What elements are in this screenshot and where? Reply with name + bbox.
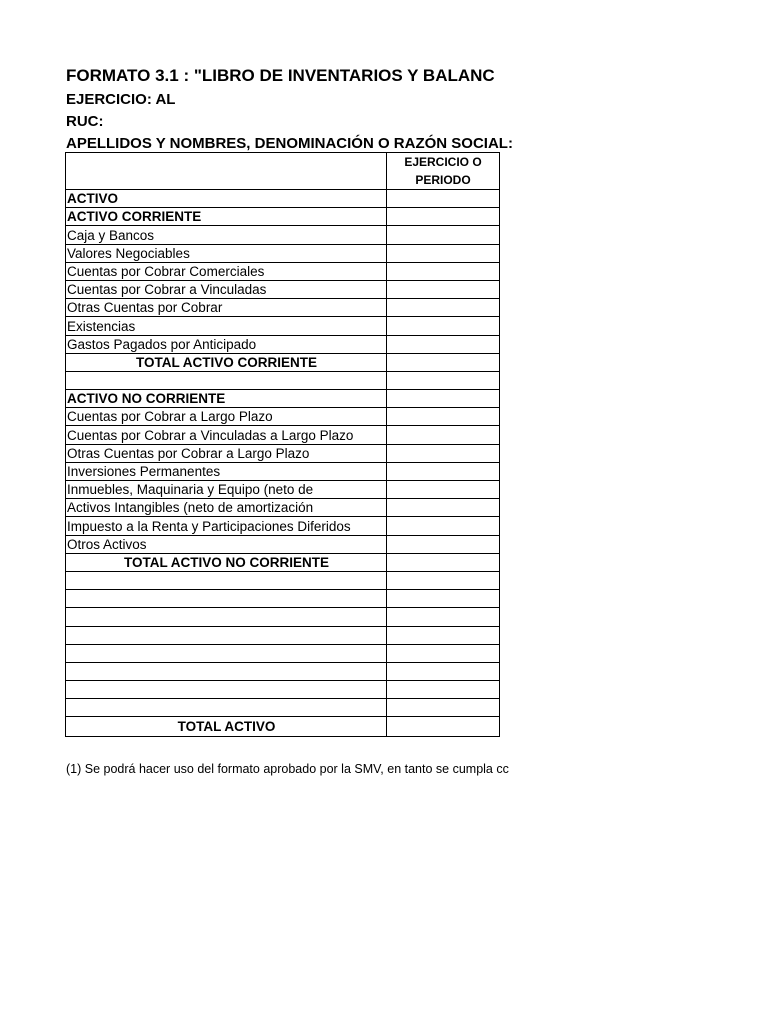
table-row: [66, 371, 500, 389]
row-label: Inversiones Permanentes: [66, 462, 387, 480]
table-row: [66, 571, 500, 589]
row-label: [66, 626, 387, 644]
table-row: [66, 353, 500, 371]
row-label: [66, 662, 387, 680]
table-row: [66, 481, 500, 499]
table-row: [66, 390, 500, 408]
row-label: TOTAL ACTIVO: [66, 717, 387, 737]
row-value-cell[interactable]: [387, 244, 500, 262]
row-label: Otros Activos: [66, 535, 387, 553]
row-value-cell[interactable]: [387, 462, 500, 480]
row-value-cell[interactable]: [387, 553, 500, 571]
row-label: [66, 590, 387, 608]
table-row: [66, 262, 500, 280]
table-row: [66, 280, 500, 298]
table-row: [66, 699, 500, 717]
row-value-cell[interactable]: [387, 499, 500, 517]
razon-social-line: APELLIDOS Y NOMBRES, DENOMINACIÓN O RAZÓN SOCIAL:: [66, 135, 513, 152]
row-value-cell[interactable]: [387, 699, 500, 717]
table-row: [66, 626, 500, 644]
table-row: [66, 317, 500, 335]
table-row: [66, 408, 500, 426]
row-label: Impuesto a la Renta y Participaciones Diferidos: [66, 517, 387, 535]
row-value-cell[interactable]: [387, 681, 500, 699]
row-value-cell[interactable]: [387, 426, 500, 444]
document-title: FORMATO 3.1 : "LIBRO DE INVENTARIOS Y BALANC: [66, 66, 495, 85]
row-label: [66, 371, 387, 389]
row-label: Otras Cuentas por Cobrar a Largo Plazo: [66, 444, 387, 462]
row-label: Cuentas por Cobrar a Vinculadas a Largo Plazo: [66, 426, 387, 444]
row-label: [66, 571, 387, 589]
table-row: [66, 226, 500, 244]
row-label: Otras Cuentas por Cobrar: [66, 299, 387, 317]
row-value-cell[interactable]: [387, 626, 500, 644]
row-value-cell[interactable]: [387, 571, 500, 589]
row-label: Inmuebles, Maquinaria y Equipo (neto de: [66, 481, 387, 499]
column-header-line1: EJERCICIO O: [404, 155, 482, 169]
row-label: Cuentas por Cobrar Comerciales: [66, 262, 387, 280]
table-row: [66, 590, 500, 608]
row-value-cell[interactable]: [387, 481, 500, 499]
table-row: [66, 535, 500, 553]
row-value-cell[interactable]: [387, 535, 500, 553]
row-label: TOTAL ACTIVO CORRIENTE: [66, 353, 387, 371]
table-row: [66, 553, 500, 571]
row-value-cell[interactable]: [387, 190, 500, 208]
table-row: [66, 681, 500, 699]
row-label: [66, 608, 387, 626]
row-label: Caja y Bancos: [66, 226, 387, 244]
row-value-cell[interactable]: [387, 262, 500, 280]
table-row: [66, 190, 500, 208]
row-label: ACTIVO: [66, 190, 387, 208]
row-label: ACTIVO CORRIENTE: [66, 208, 387, 226]
table-row: [66, 426, 500, 444]
row-label: Gastos Pagados por Anticipado: [66, 335, 387, 353]
row-value-cell[interactable]: [387, 280, 500, 298]
table-row: [66, 662, 500, 680]
row-value-cell[interactable]: [387, 353, 500, 371]
row-value-cell[interactable]: [387, 644, 500, 662]
row-value-cell[interactable]: [387, 390, 500, 408]
table-header-row: [66, 153, 500, 190]
ruc-line: RUC:: [66, 113, 104, 130]
row-value-cell[interactable]: [387, 299, 500, 317]
balance-table: [65, 152, 500, 737]
row-label: Valores Negociables: [66, 244, 387, 262]
row-label: Activos Intangibles (neto de amortización: [66, 499, 387, 517]
table-row: [66, 499, 500, 517]
column-header-ejercicio: [387, 153, 500, 190]
table-row: [66, 717, 500, 737]
row-value-cell[interactable]: [387, 408, 500, 426]
table-row: [66, 335, 500, 353]
footnote: (1) Se podrá hacer uso del formato aprobado por la SMV, en tanto se cumpla cc: [66, 762, 509, 776]
row-label: TOTAL ACTIVO NO CORRIENTE: [66, 553, 387, 571]
row-value-cell[interactable]: [387, 226, 500, 244]
ejercicio-line: EJERCICIO: AL: [66, 91, 176, 108]
table-row: [66, 608, 500, 626]
row-value-cell[interactable]: [387, 517, 500, 535]
row-label: [66, 681, 387, 699]
header-blank-cell: [66, 153, 387, 190]
row-value-cell[interactable]: [387, 317, 500, 335]
table-row: [66, 244, 500, 262]
table-row: [66, 644, 500, 662]
row-value-cell[interactable]: [387, 371, 500, 389]
column-header-line2: PERIODO: [415, 173, 471, 187]
row-value-cell[interactable]: [387, 444, 500, 462]
row-value-cell[interactable]: [387, 608, 500, 626]
table-row: [66, 462, 500, 480]
row-value-cell[interactable]: [387, 590, 500, 608]
row-value-cell[interactable]: [387, 208, 500, 226]
row-label: [66, 644, 387, 662]
row-value-cell[interactable]: [387, 662, 500, 680]
row-label: Cuentas por Cobrar a Largo Plazo: [66, 408, 387, 426]
table-row: [66, 517, 500, 535]
row-value-cell[interactable]: [387, 717, 500, 737]
row-value-cell[interactable]: [387, 335, 500, 353]
row-label: Existencias: [66, 317, 387, 335]
row-label: Cuentas por Cobrar a Vinculadas: [66, 280, 387, 298]
table-row: [66, 444, 500, 462]
row-label: ACTIVO NO CORRIENTE: [66, 390, 387, 408]
table-row: [66, 208, 500, 226]
row-label: [66, 699, 387, 717]
table-row: [66, 299, 500, 317]
